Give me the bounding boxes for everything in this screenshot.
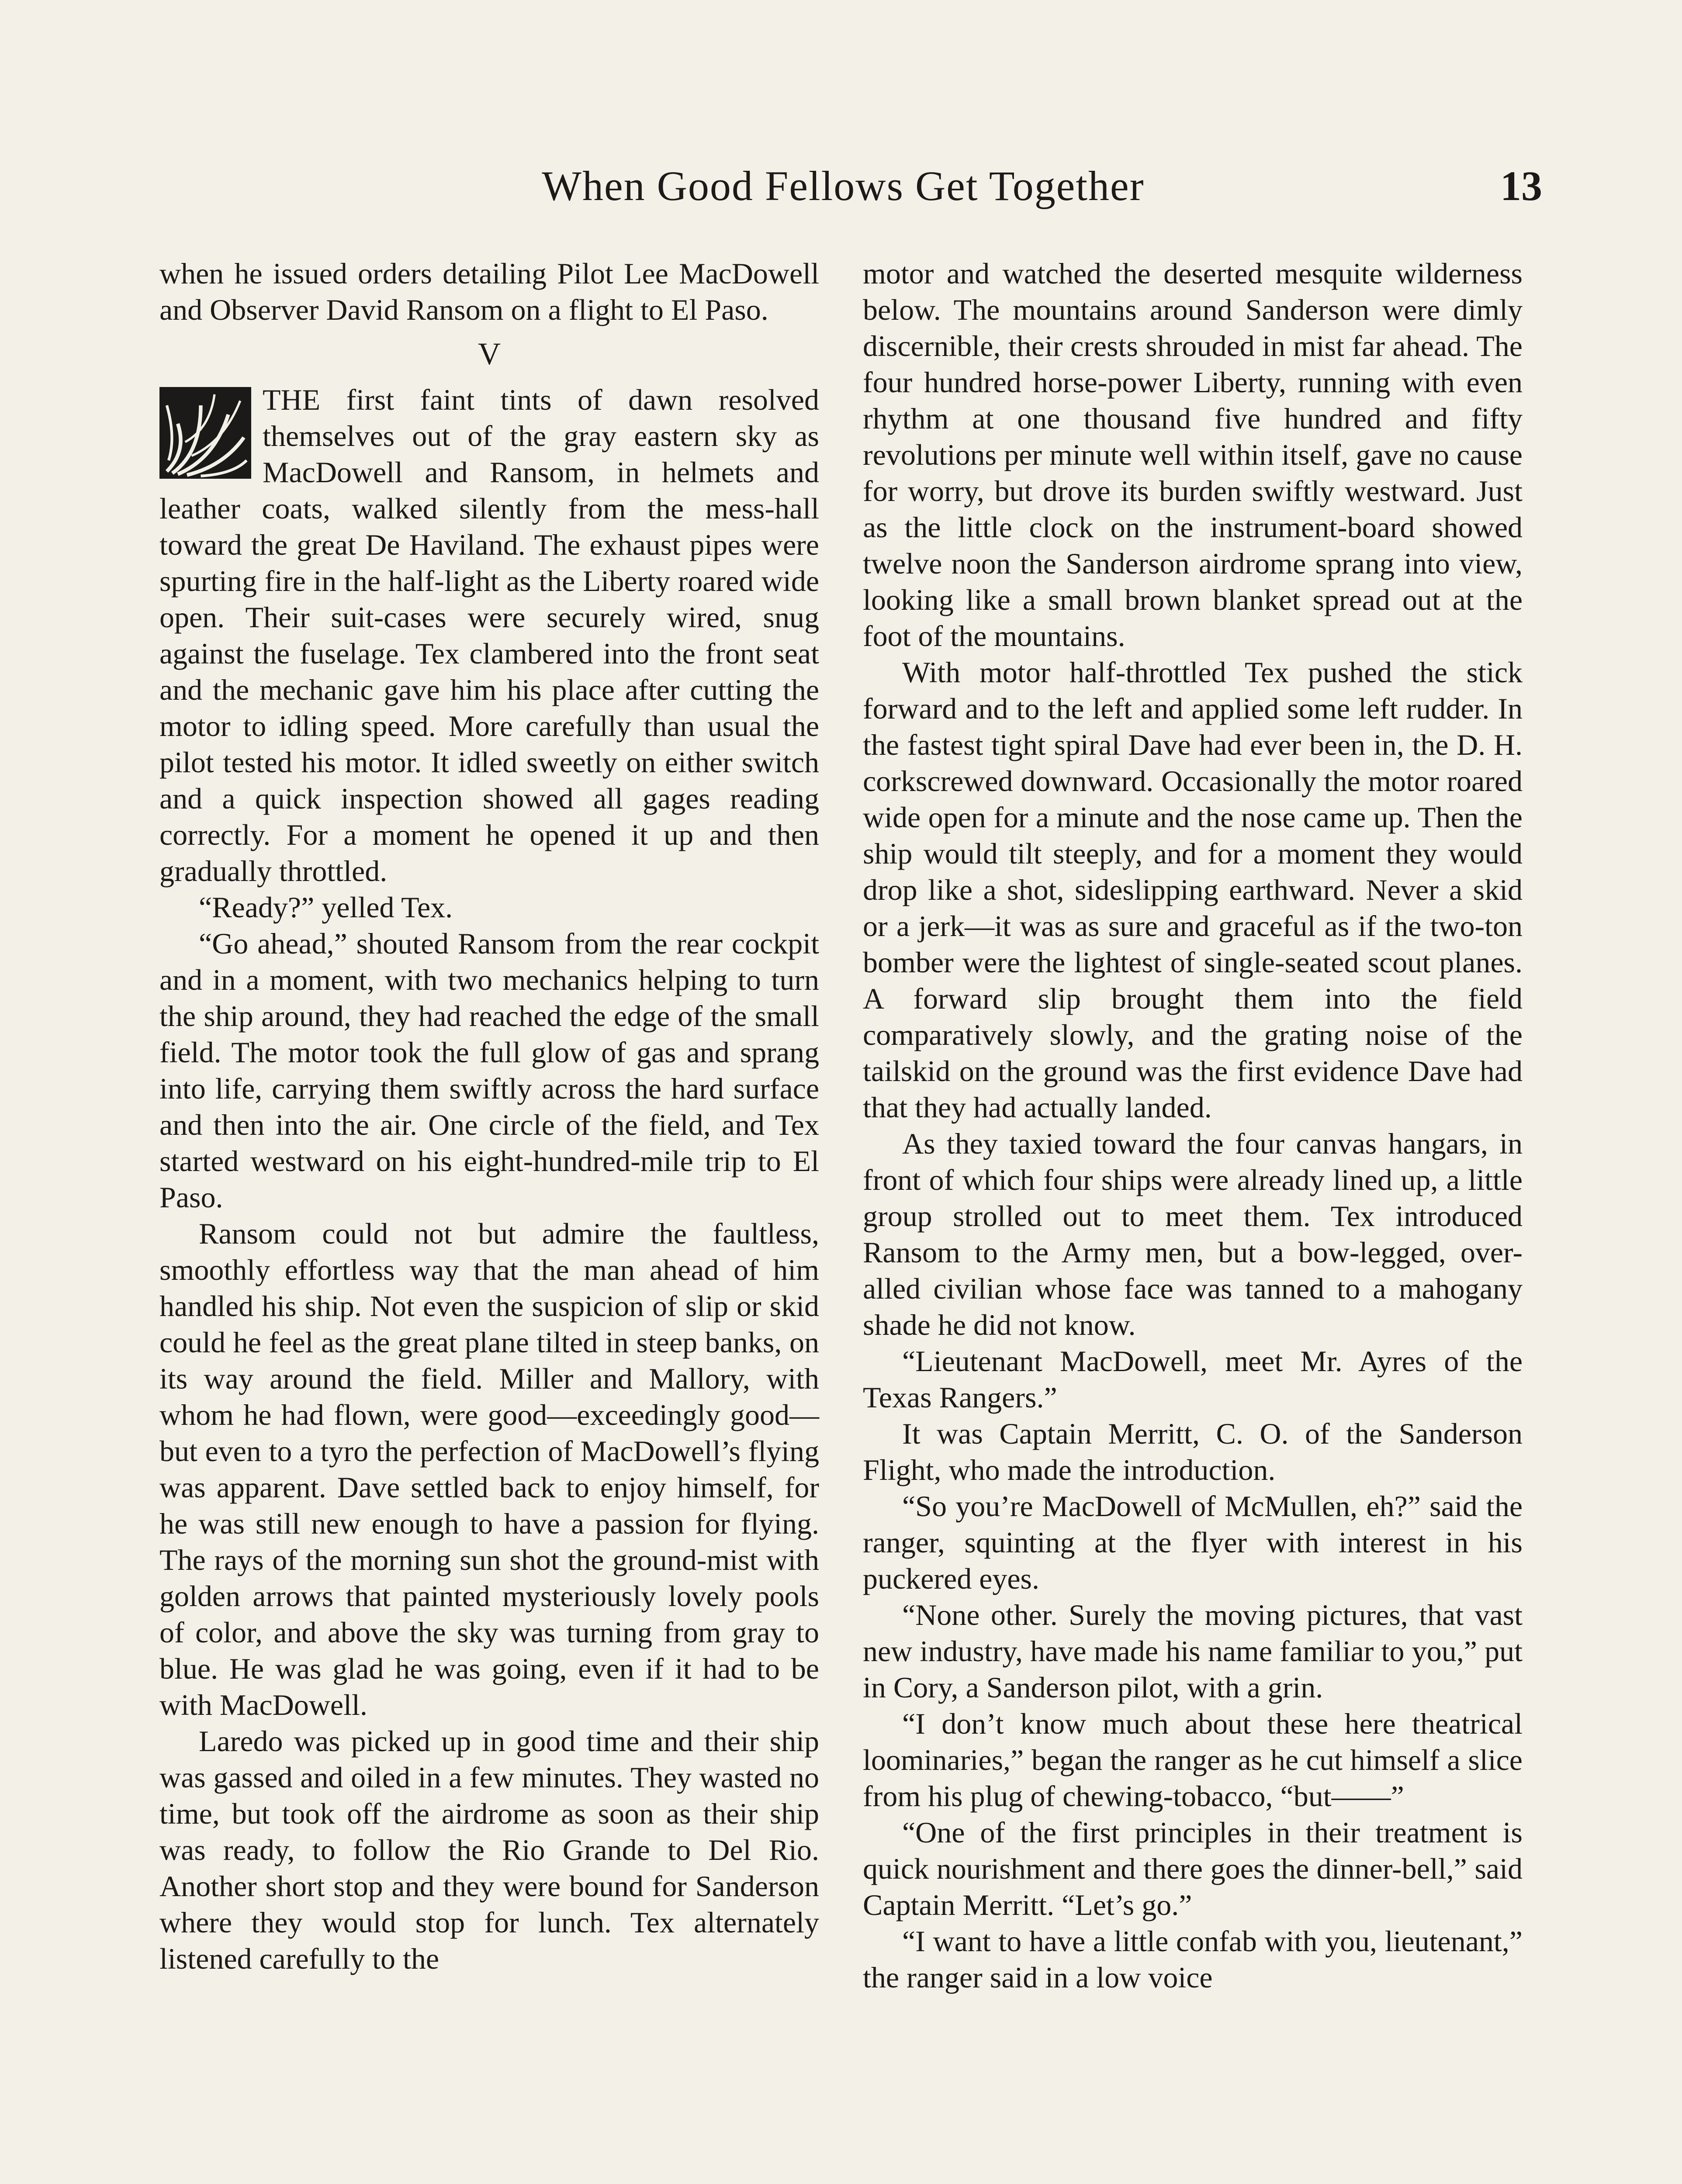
paragraph-half-throttled: With motor half-throttled Tex pushed the stick forward and to the left and applied some left rudder. In the fastest tight spiral Dave had ever been in, the D. H. corkscrewed downward. Occasionally the motor roared wide open for a minute and the nose came up. Then the ship would tilt steeply, and for a moment they would drop like a shot, sideslipping earthward. Never a skid or a jerk—it was as sure and graceful as if the two-ton bomber were the lightest of single-seated scout planes. A forward slip brought them into the field comparatively slowly, and the grating noise of the tailskid on the ground was the first evidence Dave had that they had actually landed. [863,656,1523,1124]
sunburst-dropcap-icon [159,387,251,479]
paragraph-laredo: Laredo was picked up in good time and their ship was gassed and oiled in a few minutes. They wasted no time, but took off the airdrome as soon as their ship was ready, to follow the Rio Grande to Del Rio. Another short stop and they were bound for Sanderson where they would stop for lunch. Tex alternately listened carefully to the [159,1724,819,1975]
paragraph-confab: “I want to have a little confab with you, lieutenant,” the ranger said in a low voice [863,1925,1523,1994]
paragraph-motor: motor and watched the deserted mesquite wilderness below. The mountains around Sanderson were dimly discernible, their crests shrouded in mist far ahead. The four hundred horse-power Liberty, running with even rhythm at one thousand five hundred and fifty revolutions per minute well within itself, gave no cause for worry, but drove its burden swiftly westward. Just as the little clock on the instrument-board showed twelve noon the Sanderson airdrome sprang into view, looking like a small brown blanket spread out at the foot of the mountains. [863,257,1523,653]
running-head [157,162,1542,214]
paragraph-principles: “One of the first principles in their treatment is quick nourishment and there goes the dinner-bell,” said Captain Merritt. “Let’s go.” [863,1816,1523,1921]
paragraph-ready: “Ready?” yelled Tex. [199,891,453,924]
paragraph-merritt: It was Captain Merritt, C. O. of the Sanderson Flight, who made the introduction. [863,1417,1523,1486]
paragraph-mcmullen: “So you’re MacDowell of McMullen, eh?” said the ranger, squinting at the flyer with interest in his puckered eyes. [863,1489,1523,1595]
section-numeral: V [478,336,501,371]
paragraph-none-other: “None other. Surely the moving pictures, that vast new industry, have made his name familiar to you,” put in Cory, a Sanderson pilot, with a grin. [863,1598,1523,1704]
page-number: 13 [1500,162,1542,209]
paragraph-go-ahead: “Go ahead,” shouted Ransom from the rear cockpit and in a moment, with two mechanics helping to turn the ship around, they had reached the edge of the small field. The motor took the full glow of gas and sprang into life, carrying them swiftly across the hard surface and then into the air. One circle of the field, and Tex started westward on his eight-hundred-mile trip to El Paso. [159,927,819,1214]
paragraph-lieutenant: “Lieutenant MacDowell, meet Mr. Ayres of the Texas Rangers.” [863,1344,1523,1414]
running-title: When Good Fellows Get Together [542,162,1145,209]
paragraph-dawn: THE first faint tints of dawn resolved themselves out of the gray eastern sky as MacDowell and Ransom, in helmets and leather coats, walked silently from the mess-hall toward the great De Haviland. The exhaust pipes were spurting fire in the half-light as the Liberty roared wide open. Their suit-cases were securely wired, snug against the fuselage. Tex clambered into the front seat and the mechanic gave him his place after cutting the motor to idling speed. More carefully than usual the pilot tested his motor. It idled sweetly on either switch and a quick inspection showed all gages reading correctly. For a moment he opened it up and then gradually throttled. [159,383,819,888]
paragraph-intro: when he issued orders detailing Pilot Lee MacDowell and Observer David Ransom on a flight to El Paso. [159,257,819,326]
paragraph-ransom: Ransom could not but admire the faultless, smoothly effortless way that the man ahead of him handled his ship. Not even the suspicion of slip or skid could he feel as the great plane tilted in steep banks, on its way around the field. Miller and Mallory, with whom he had flown, were good—exceedingly good—but even to a tyro the perfection of MacDowell’s flying was apparent. Dave settled back to enjoy himself, for he was still new enough to have a passion for flying. The rays of the morning sun shot the ground-mist with golden arrows that painted mysteriously lovely pools of color, and above the sky was turning from gray to blue. He was glad he was going, even if it had to be with MacDowell. [159,1217,819,1721]
left-column [159,256,819,1977]
right-column [863,256,1523,1996]
paragraph-taxied: As they taxied toward the four canvas hangars, in front of which four ships were already lined up, a little group strolled out to meet them. Tex introduced Ransom to the Army men, but a bow-legged, over-alled civilian whose face was tanned to a mahogany shade he did not know. [863,1127,1523,1341]
paragraph-dont-know: “I don’t know much about these here theatrical loominaries,” began the ranger as he cut himself a slice from his plug of chewing-tobacco, “but——” [863,1707,1523,1813]
